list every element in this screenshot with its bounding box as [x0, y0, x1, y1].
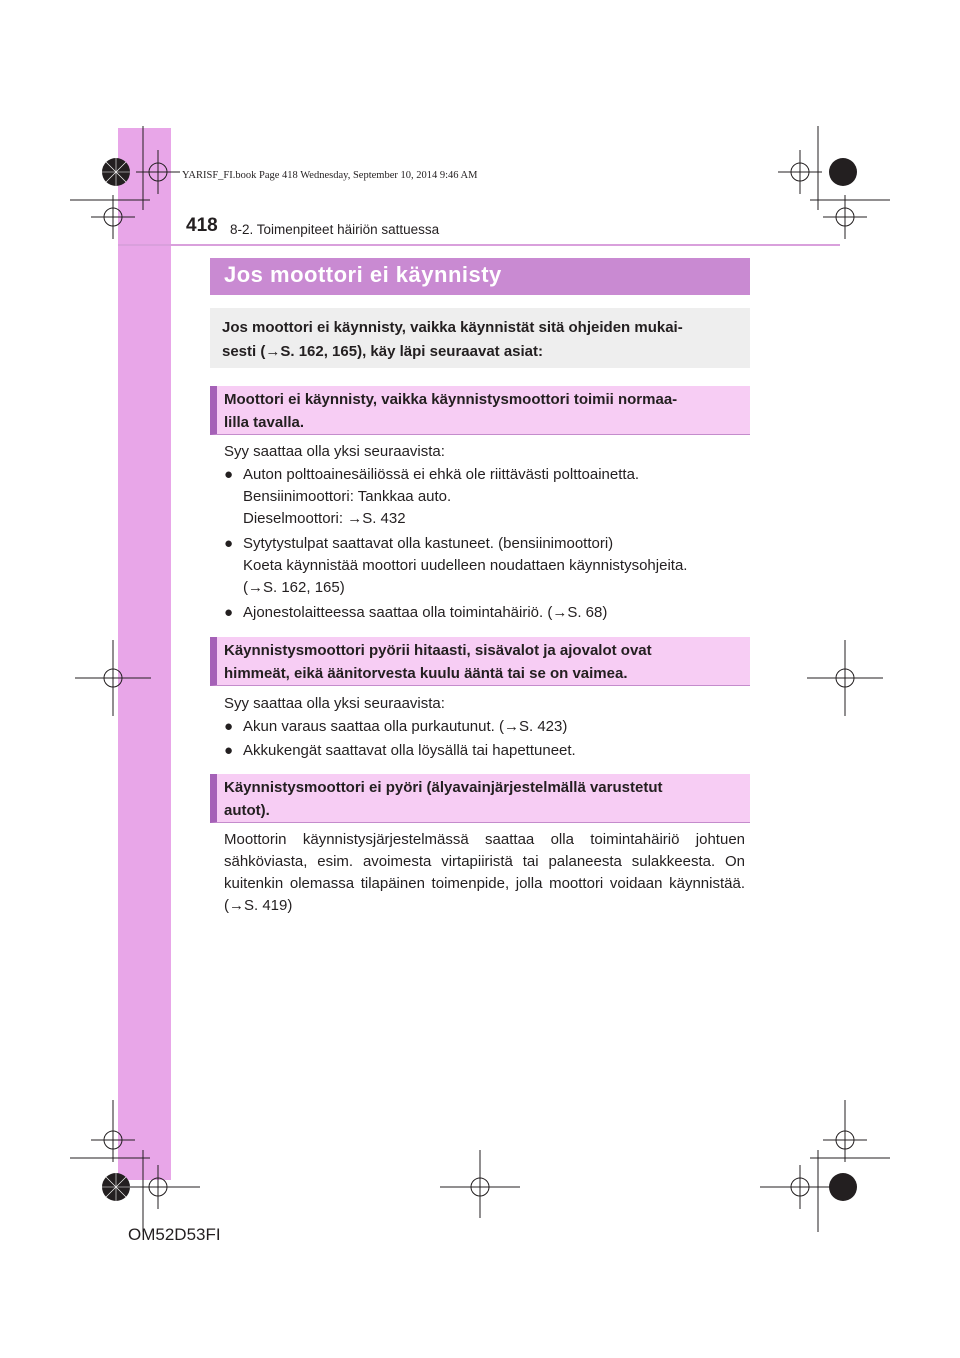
list-item-line: Koeta käynnistää moottori uudelleen noudattaen käynnistysohjeita. — [243, 557, 688, 574]
list-item-line: Bensiinimoottori: Tankkaa auto. — [243, 488, 452, 505]
list-item-line: Auton polttoainesäiliössä ei ehkä ole riittävästi polttoainetta. — [243, 466, 640, 483]
list-item-line: (→S. 162, 165) — [243, 579, 345, 596]
subheading-line: Käynnistysmoottori ei pyöri (älyavainjärjestelmällä varustetut — [224, 779, 663, 796]
lead-text: Syy saattaa olla yksi seuraavista: — [224, 443, 445, 460]
bullet-icon: ● — [224, 604, 234, 621]
bullet-icon: ● — [224, 535, 234, 552]
lead-text: Syy saattaa olla yksi seuraavista: — [224, 695, 445, 712]
bullet-icon: ● — [224, 742, 234, 759]
subheading-line: autot). — [224, 802, 270, 819]
intro-line: Jos moottori ei käynnisty, vaikka käynnistät sitä ohjeiden mukai- — [222, 319, 683, 336]
section-title: 8-2. Toimenpiteet häiriön sattuessa — [230, 222, 440, 237]
subheading-line: Käynnistysmoottori pyörii hitaasti, sisävalot ja ajovalot ovat — [224, 642, 652, 659]
page-number: 418 — [186, 215, 218, 236]
list-item-line: Ajonestolaitteessa saattaa olla toimintahäiriö. (→S. 68) — [243, 604, 608, 621]
subheading-line: himmeät, eikä äänitorvesta kuulu ääntä tai se on vaimea. — [224, 665, 628, 682]
page-title: Jos moottori ei käynnisty — [224, 262, 502, 287]
document-code: OM52D53FI — [128, 1225, 221, 1244]
bullet-icon: ● — [224, 466, 234, 483]
subheading-line: lilla tavalla. — [224, 414, 305, 431]
bullet-icon: ● — [224, 718, 234, 735]
list-item-line: Akkukengät saattavat olla löysällä tai hapettuneet. — [243, 742, 576, 759]
intro-line: sesti (→S. 162, 165), käy läpi seuraavat asiat: — [222, 343, 544, 360]
list-item-line: Sytytystulpat saattavat olla kastuneet. (bensiinimoottori) — [243, 535, 614, 552]
body-paragraph: Moottorin käynnistysjärjestelmässä saattaa olla toimintahäiriö johtuen sähköviasta, esim. avoimesta virtapiiristä tai palaneesta sulakkeesta. On kuitenkin olemassa tilapäinen toimenpide, jolla moottori voidaan käynnistää. (→S. 419) — [224, 831, 745, 914]
list-item-line: Akun varaus saattaa olla purkautunut. (→S. 423) — [243, 718, 568, 735]
subheading-line: Moottori ei käynnisty, vaikka käynnistysmoottori toimii normaa- — [224, 391, 678, 408]
book-info: YARISF_FI.book Page 418 Wednesday, September 10, 2014 9:46 AM — [182, 170, 478, 181]
list-item-line: Dieselmoottori: →S. 432 — [243, 510, 406, 527]
